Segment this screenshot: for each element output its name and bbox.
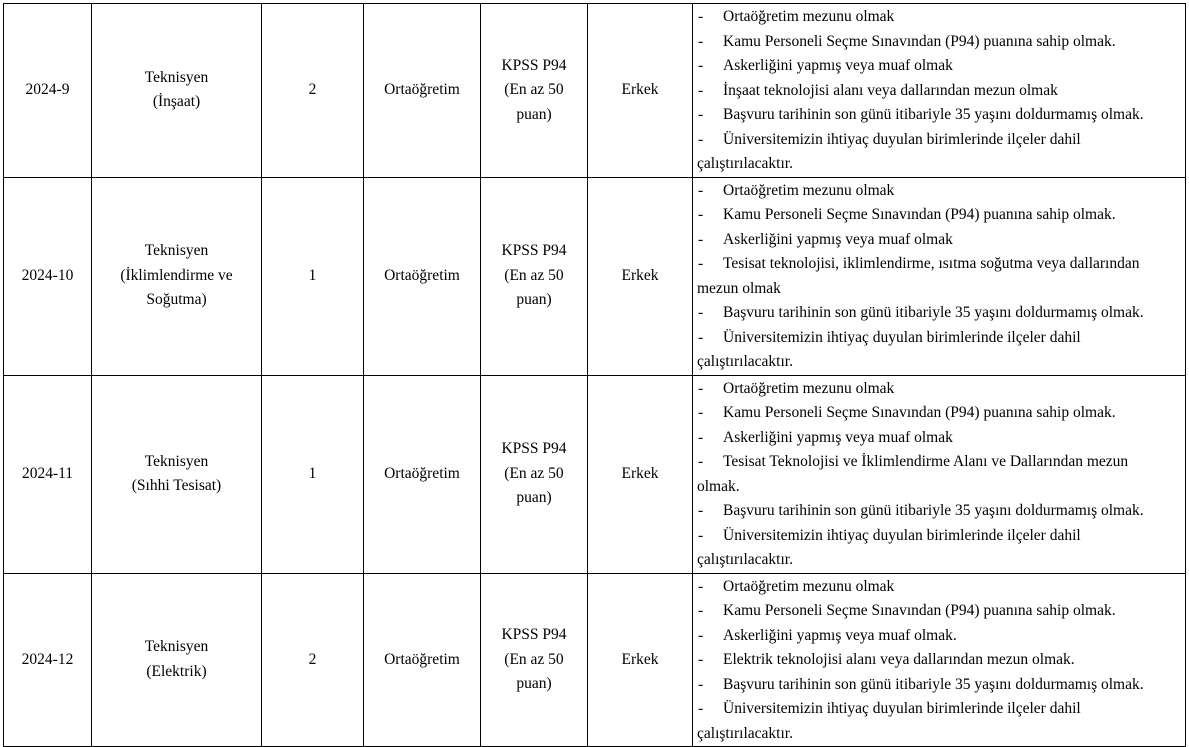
bullet-dash: - <box>698 206 704 223</box>
gender-cell: Erkek <box>588 177 693 375</box>
requirement-line <box>697 179 1181 204</box>
exam-score-cell <box>481 177 588 375</box>
bullet-dash: - <box>698 230 704 248</box>
requirement-line <box>697 5 1181 30</box>
requirement-text: Askerliğini yapmış veya muaf olmak <box>723 57 953 74</box>
requirement-line <box>697 548 1181 573</box>
requirement-text: Kamu Personeli Seçme Sınavından (P94) puanına sahip olmak. <box>723 602 1116 619</box>
position-title-line: Teknisyen <box>144 638 209 656</box>
position-code-cell: 2024-9 <box>4 4 92 178</box>
exam-score-cell <box>481 573 588 747</box>
requirement-line <box>697 697 1181 722</box>
position-code-cell: 2024-12 <box>4 573 92 747</box>
exam-score-cell <box>481 4 588 178</box>
bullet-dash: - <box>698 626 704 644</box>
bullet-dash: - <box>698 255 704 272</box>
bullet-dash: - <box>698 379 704 397</box>
requirement-line <box>697 228 1181 253</box>
position-count-cell: 1 <box>262 177 364 375</box>
requirement-line <box>697 673 1181 698</box>
requirement-line <box>697 450 1181 475</box>
position-title-line: (İklimlendirme ve <box>120 266 233 284</box>
requirement-text: Kamu Personeli Seçme Sınavından (P94) puanına sahip olmak. <box>723 206 1116 223</box>
requirements-cell <box>693 573 1186 747</box>
position-count-cell: 2 <box>262 4 364 178</box>
bullet-dash: - <box>698 453 704 470</box>
bullet-dash: - <box>698 57 704 74</box>
requirements-cell <box>693 375 1186 573</box>
requirement-text: çalıştırılacaktır. <box>697 353 793 370</box>
position-title-cell <box>92 375 262 573</box>
requirement-line <box>697 277 1181 302</box>
exam-score-line: KPSS P94 <box>501 440 567 458</box>
position-title-cell <box>92 573 262 747</box>
positions-table-body <box>4 4 1186 747</box>
bullet-dash: - <box>698 130 704 148</box>
position-title-cell <box>92 4 262 178</box>
bullet-dash: - <box>698 8 704 25</box>
exam-score-line: KPSS P94 <box>501 56 567 74</box>
requirement-line <box>697 152 1181 177</box>
requirement-line <box>697 377 1181 402</box>
requirement-text: çalıştırılacaktır. <box>697 724 793 742</box>
requirement-text: Başvuru tarihinin son günü itibariyle 35 yaşını doldurmamış olmak. <box>723 304 1144 321</box>
position-code-cell: 2024-11 <box>4 375 92 573</box>
requirement-line <box>697 252 1181 277</box>
bullet-dash: - <box>698 602 704 619</box>
requirement-line <box>697 54 1181 79</box>
bullet-dash: - <box>698 428 704 446</box>
exam-score-line: puan) <box>516 675 552 692</box>
requirement-line <box>697 575 1181 600</box>
requirement-text: Üniversitemizin ihtiyaç duyulan birimlerinde ilçeler dahil <box>723 328 1081 346</box>
requirement-text: Üniversitemizin ihtiyaç duyulan birimlerinde ilçeler dahil <box>723 130 1081 148</box>
requirement-text: Üniversitemizin ihtiyaç duyulan birimlerinde ilçeler dahil <box>723 526 1081 544</box>
table-row <box>4 375 1186 573</box>
requirement-line <box>697 475 1181 500</box>
table-row <box>4 4 1186 178</box>
requirement-line <box>697 301 1181 326</box>
requirement-text: Ortaöğretim mezunu olmak <box>723 379 895 397</box>
requirement-text: Ortaöğretim mezunu olmak <box>723 181 895 199</box>
requirements-cell <box>693 177 1186 375</box>
requirement-line <box>697 30 1181 55</box>
exam-score-line: (En az 50 <box>504 81 564 98</box>
requirement-text: Tesisat teknolojisi, iklimlendirme, ısıtma soğutma veya dallarından <box>723 255 1140 272</box>
positions-table <box>3 3 1186 747</box>
requirement-text: mezun olmak <box>697 279 781 297</box>
requirement-text: Askerliğini yapmış veya muaf olmak <box>723 428 953 446</box>
requirement-line <box>697 426 1181 451</box>
requirement-text: Elektrik teknolojisi alanı veya dallarından mezun olmak. <box>723 651 1075 668</box>
table-row <box>4 573 1186 747</box>
position-count-cell: 1 <box>262 375 364 573</box>
requirement-line <box>697 524 1181 549</box>
requirement-text: Askerliğini yapmış veya muaf olmak. <box>723 626 957 644</box>
requirement-line <box>697 722 1181 747</box>
gender-cell: Erkek <box>588 4 693 178</box>
requirement-line <box>697 128 1181 153</box>
position-title-line: (Elektrik) <box>146 662 207 680</box>
bullet-dash: - <box>698 700 704 717</box>
position-title-line: Teknisyen <box>144 452 209 470</box>
exam-score-line: (En az 50 <box>504 266 564 284</box>
exam-score-line: KPSS P94 <box>501 626 567 643</box>
requirement-text: Başvuru tarihinin son günü itibariyle 35 yaşını doldurmamış olmak. <box>723 675 1144 693</box>
requirement-text: Askerliğini yapmış veya muaf olmak <box>723 230 953 248</box>
requirement-text: Tesisat Teknolojisi ve İklimlendirme Alanı ve Dallarından mezun <box>723 453 1129 470</box>
gender-cell: Erkek <box>588 375 693 573</box>
requirement-text: olmak. <box>697 477 740 495</box>
bullet-dash: - <box>698 304 704 321</box>
requirement-line <box>697 326 1181 351</box>
position-code-cell: 2024-10 <box>4 177 92 375</box>
requirement-text: Başvuru tarihinin son günü itibariyle 35 yaşını doldurmamış olmak. <box>723 106 1144 123</box>
requirement-line <box>697 103 1181 128</box>
bullet-dash: - <box>698 106 704 123</box>
bullet-dash: - <box>698 81 704 99</box>
requirement-text: Kamu Personeli Seçme Sınavından (P94) puanına sahip olmak. <box>723 32 1116 50</box>
exam-score-line: KPSS P94 <box>501 242 567 260</box>
position-title-cell <box>92 177 262 375</box>
position-title-line: Teknisyen <box>144 242 209 260</box>
table-row <box>4 177 1186 375</box>
requirement-text: İnşaat teknolojisi alanı veya dallarından mezun olmak <box>723 81 1058 99</box>
requirement-line <box>697 79 1181 104</box>
requirement-text: Kamu Personeli Seçme Sınavından (P94) puanına sahip olmak. <box>723 404 1116 421</box>
bullet-dash: - <box>698 502 704 519</box>
requirement-line <box>697 350 1181 375</box>
requirements-cell <box>693 4 1186 178</box>
exam-score-line: puan) <box>516 489 552 507</box>
requirement-text: Üniversitemizin ihtiyaç duyulan birimlerinde ilçeler dahil <box>723 700 1081 717</box>
requirement-line <box>697 599 1181 624</box>
bullet-dash: - <box>698 181 704 199</box>
position-title-line: Soğutma) <box>146 291 207 309</box>
requirement-text: Ortaöğretim mezunu olmak <box>723 577 895 595</box>
exam-score-cell <box>481 375 588 573</box>
requirement-line <box>697 624 1181 649</box>
bullet-dash: - <box>698 651 704 668</box>
exam-score-line: (En az 50 <box>504 464 564 482</box>
exam-score-line: (En az 50 <box>504 650 564 668</box>
bullet-dash: - <box>698 526 704 544</box>
requirement-text: Başvuru tarihinin son günü itibariyle 35 yaşını doldurmamış olmak. <box>723 502 1144 519</box>
requirement-line <box>697 401 1181 426</box>
education-level-cell: Ortaöğretim <box>364 4 481 178</box>
bullet-dash: - <box>698 328 704 346</box>
position-title-line: Teknisyen <box>144 68 209 86</box>
position-count-cell: 2 <box>262 573 364 747</box>
requirement-line <box>697 203 1181 228</box>
requirement-line <box>697 499 1181 524</box>
bullet-dash: - <box>698 577 704 595</box>
bullet-dash: - <box>698 675 704 693</box>
exam-score-line: puan) <box>516 105 552 123</box>
exam-score-line: puan) <box>516 291 552 309</box>
position-title-line: (İnşaat) <box>152 93 201 111</box>
gender-cell: Erkek <box>588 573 693 747</box>
requirement-text: çalıştırılacaktır. <box>697 551 793 568</box>
requirement-text: Ortaöğretim mezunu olmak <box>723 8 895 25</box>
education-level-cell: Ortaöğretim <box>364 177 481 375</box>
requirement-line <box>697 648 1181 673</box>
bullet-dash: - <box>698 404 704 421</box>
requirement-text: çalıştırılacaktır. <box>697 155 793 172</box>
education-level-cell: Ortaöğretim <box>364 375 481 573</box>
education-level-cell: Ortaöğretim <box>364 573 481 747</box>
position-title-line: (Sıhhi Tesisat) <box>131 477 222 494</box>
bullet-dash: - <box>698 32 704 50</box>
